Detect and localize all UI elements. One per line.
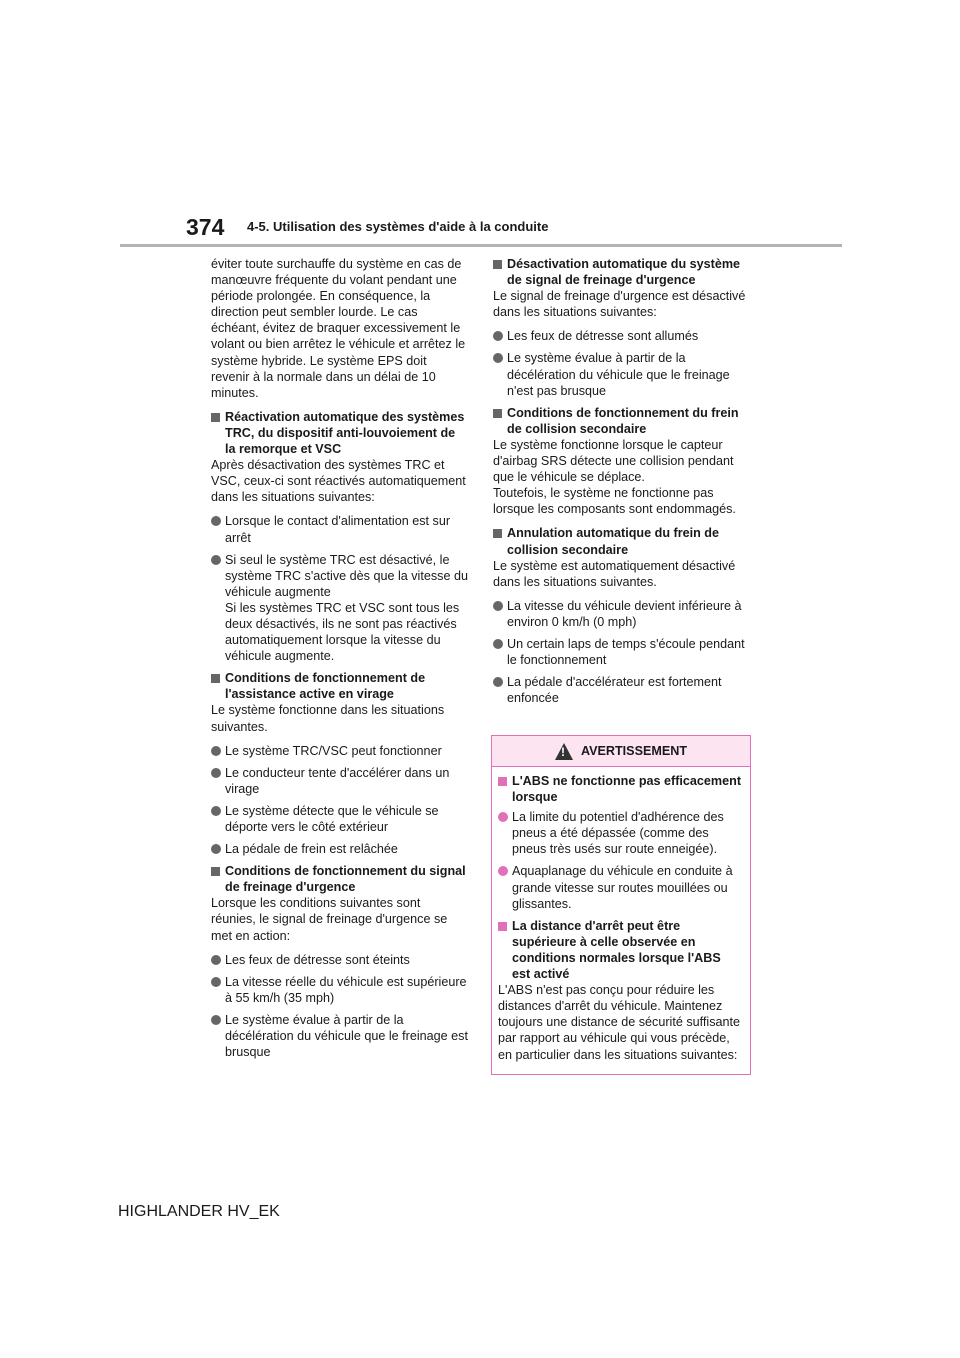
section-heading [493, 525, 751, 557]
bullet-dot-icon [211, 768, 221, 778]
bullet-dot-icon [493, 677, 503, 687]
heading-text: Annulation automatique du frein de collision secondaire [507, 526, 719, 557]
bullet-dot-icon [493, 639, 503, 649]
section-title: 4-5. Utilisation des systèmes d'aide à la conduite [247, 219, 549, 234]
section-text: Le système fonctionne dans les situations suivantes. [211, 703, 445, 734]
square-bullet-icon [211, 674, 220, 683]
bullet-dot-icon [211, 977, 221, 987]
list-item [211, 513, 468, 545]
square-bullet-icon [493, 260, 502, 269]
square-bullet-icon [211, 867, 220, 876]
list-item [211, 952, 468, 968]
list-item-text: La pédale de frein est relâchée [225, 842, 398, 857]
bullet-dot-icon [493, 601, 503, 611]
list-item-text: Un certain laps de temps s'écoule pendant le fonctionnement [507, 636, 745, 668]
list-item-text: Les feux de détresse sont allumés [507, 329, 699, 344]
list-item [211, 552, 468, 665]
section-text: Le signal de freinage d'urgence est désactivé dans les situations suivantes: [493, 289, 746, 320]
list-item [493, 636, 751, 668]
list-item-text: Le système évalue à partir de la décélération du véhicule que le freinage est brusque [225, 1012, 468, 1060]
warning-heading [498, 918, 742, 982]
square-bullet-icon [493, 409, 502, 418]
section-heading [493, 256, 751, 288]
list-item [211, 841, 468, 857]
list-item-text: La pédale d'accélérateur est fortement enfoncée [507, 675, 722, 706]
bullet-dot-icon [211, 555, 221, 565]
list-item-note: Si les systèmes TRC et VSC sont tous les deux désactivés, ils ne sont pas réactivés automatiquement lorsque la vitesse du véhicule augmente. [225, 600, 460, 664]
section-text-line: Le système fonctionne lorsque le capteur d'airbag SRS détecte une collision pendant que le véhicule se déplace. [493, 437, 734, 485]
heading-text: Désactivation automatique du système de signal de freinage d'urgence [507, 257, 741, 288]
list-item [493, 350, 751, 398]
square-bullet-icon [498, 922, 507, 931]
list-item-text: Aquaplanage du véhicule en conduite à grande vitesse sur routes mouillées ou glissantes. [512, 864, 733, 911]
list-item [498, 809, 742, 857]
heading-text: L'ABS ne fonctionne pas efficacement lorsque [512, 774, 742, 805]
list-item-text: Si seul le système TRC est désactivé, le système TRC s'active dès que la vitesse du véhicule augmente [225, 552, 468, 599]
list-item-text: Les feux de détresse sont éteints [225, 952, 410, 967]
warning-box [491, 735, 751, 1075]
bullet-dot-icon [498, 866, 508, 876]
heading-text: Conditions de fonctionnement du signal de freinage d'urgence [225, 864, 466, 895]
heading-text: Réactivation automatique des systèmes TRC, du dispositif anti-louvoiement de la remorque et VSC [225, 409, 465, 457]
bullet-dot-icon [493, 331, 503, 341]
list-item [498, 863, 742, 911]
bullet-dot-icon [211, 1015, 221, 1025]
warning-title: AVERTISSEMENT [580, 744, 688, 758]
list-item-text: La limite du potentiel d'adhérence des pneus a été dépassée (comme des pneus très usés sur route enneigée). [512, 810, 724, 857]
warning-heading [498, 773, 742, 805]
bullet-dot-icon [211, 955, 221, 965]
footer-model-name: HIGHLANDER HV_EK [118, 1203, 280, 1220]
list-item [493, 598, 751, 630]
bullet-dot-icon [211, 844, 221, 854]
list-item-text: La vitesse réelle du véhicule est supérieure à 55 km/h (35 mph) [225, 974, 467, 1005]
list-item [211, 803, 468, 835]
section-text [493, 437, 751, 517]
intro-paragraph: éviter toute surchauffe du système en cas de manœuvre fréquente du volant pendant une période prolongée. En conséquence, la direction peut sembler lourde. Le cas échéant, évitez de braquer excessivement le volant ou bien arrêtez le véhicule et arrêtez le système hybride. Le système EPS doit revenir à la normale dans un délai de 10 minutes. [211, 257, 466, 400]
right-column [493, 256, 751, 712]
list-item-text: Le système évalue à partir de la décélération du véhicule que le freinage n'est pas brusque [507, 351, 730, 398]
bullet-dot-icon [211, 516, 221, 526]
warning-text: L'ABS n'est pas conçu pour réduire les distances d'arrêt du véhicule. Maintenez toujours une distance de sécurité suffisante par rapport au véhicule qui vous précède, en particulier dans les situations suivantes: [498, 983, 740, 1062]
list-item [211, 1012, 468, 1060]
warning-body [492, 767, 750, 1063]
section-heading [211, 670, 468, 702]
list-item-text: Le système TRC/VSC peut fonctionner [225, 743, 442, 758]
square-bullet-icon [493, 529, 502, 538]
section-heading [211, 409, 468, 457]
heading-text: Conditions de fonctionnement du frein de collision secondaire [507, 405, 739, 436]
heading-text: Conditions de fonctionnement de l'assistance active en virage [225, 671, 426, 702]
section-heading [211, 863, 468, 895]
section-text: Lorsque les conditions suivantes sont réunies, le signal de freinage d'urgence se met en action: [211, 896, 448, 943]
list-item-text: Le système détecte que le véhicule se déporte vers le côté extérieur [225, 803, 439, 834]
section-text: Après désactivation des systèmes TRC et VSC, ceux-ci sont réactivés automatiquement dans les situations suivantes: [211, 458, 466, 505]
bullet-dot-icon [211, 746, 221, 756]
left-column [211, 256, 468, 1066]
square-bullet-icon [498, 777, 507, 786]
list-item-text: La vitesse du véhicule devient inférieure à environ 0 km/h (0 mph) [507, 598, 742, 629]
heading-text: La distance d'arrêt peut être supérieure à celle observée en conditions normales lorsque l'ABS est activé [512, 918, 721, 982]
section-text: Le système est automatiquement désactivé dans les situations suivantes. [493, 558, 736, 589]
section-text-line: Toutefois, le système ne fonctionne pas lorsque les composants sont endommagés. [493, 486, 736, 517]
list-item [211, 765, 468, 797]
bullet-dot-icon [498, 812, 508, 822]
bullet-dot-icon [493, 353, 503, 363]
section-heading [493, 405, 751, 437]
list-item [493, 674, 751, 706]
square-bullet-icon [211, 413, 220, 422]
warning-triangle-icon [555, 743, 573, 760]
page-number: 374 [186, 214, 225, 240]
header-divider [120, 244, 842, 247]
list-item-text: Le conducteur tente d'accélérer dans un virage [225, 765, 450, 796]
list-item [211, 743, 468, 759]
warning-header [492, 736, 750, 767]
bullet-dot-icon [211, 806, 221, 816]
list-item-text: Lorsque le contact d'alimentation est sur arrêt [225, 514, 451, 545]
list-item [211, 974, 468, 1006]
list-item [493, 328, 751, 344]
